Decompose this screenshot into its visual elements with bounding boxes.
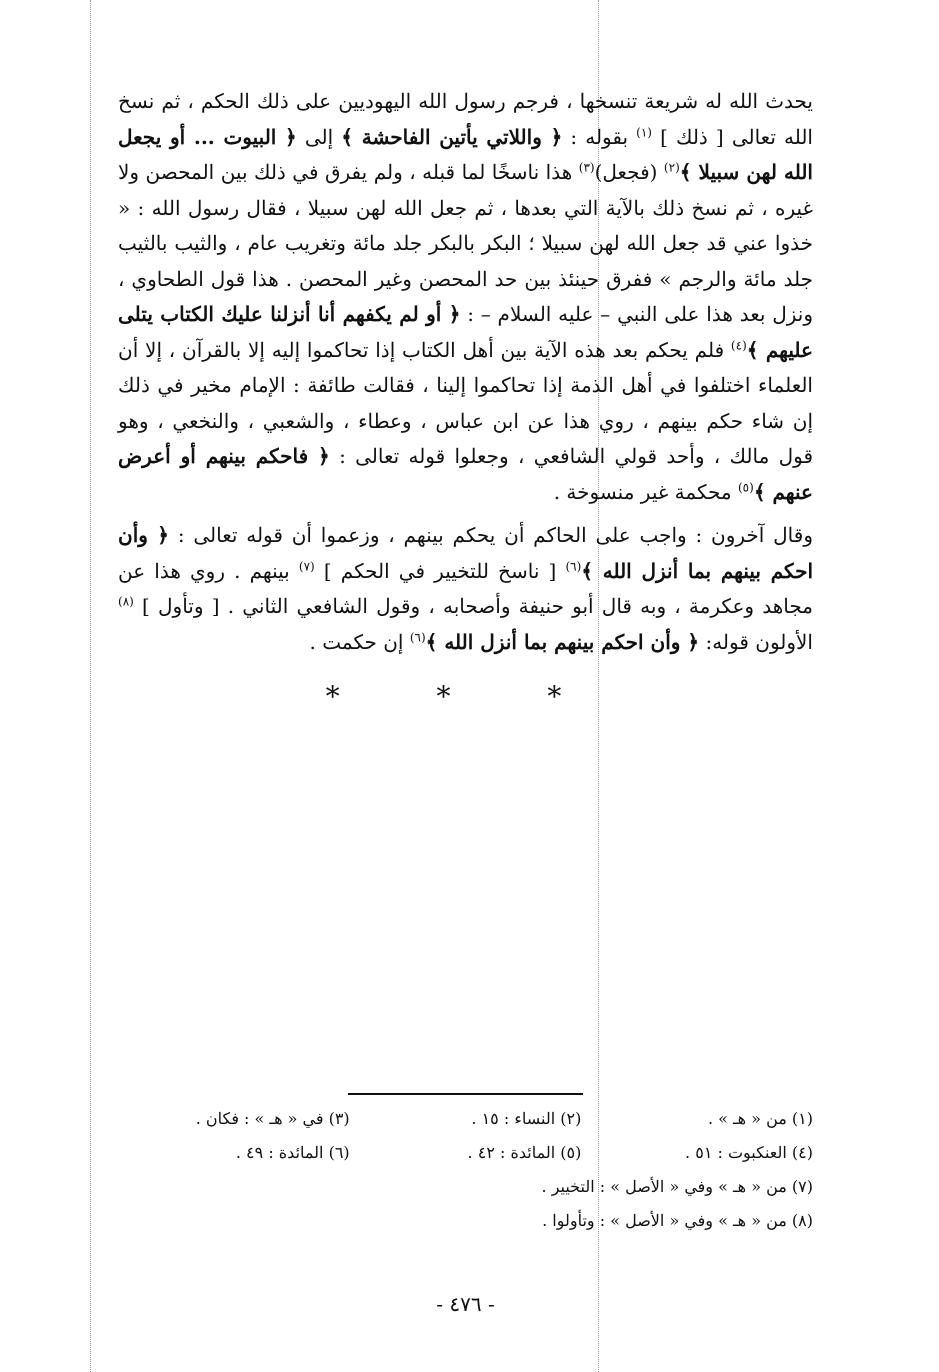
text-run: (فجعل) xyxy=(594,160,664,184)
footnote-ref-5: (٥) xyxy=(737,479,754,494)
text-run: فلم يحكم بعد هذه الآية بين أهل الكتاب إذا تحاكموا إليه إلا بالقرآن ، إلا أن العلماء اختلفوا في أهل الذمة إذا تحاكموا إلينا ، فقالت طائفة : الإمام مخير في ذلك إن شاء حكم بينهم ، روي هذا عن ابن عباس ، وعطاء ، والشعبي ، والنخعي ، وهو قول مالك ، وأحد قولي الشافعي ، وجعلوا قوله تعالى : xyxy=(118,337,814,468)
paragraph-2 xyxy=(118,518,813,660)
footnote-6: (٦) المائدة : ٤٩ . xyxy=(235,1143,350,1162)
quran-verse: ﴿ فاحكم بينهم أو أعرض عنهم ﴾ xyxy=(118,444,813,504)
text-run: الأولون قوله: xyxy=(699,629,813,654)
footnote-ref-2: (٢) xyxy=(663,160,680,175)
footnote-ref-6-repeat: (٦) xyxy=(409,629,426,644)
footnote-row xyxy=(118,1136,813,1170)
footnote-3: (٣) في « هـ » : فكان . xyxy=(195,1109,350,1128)
footnote-ref-8: (٨) xyxy=(118,594,134,609)
quran-verse: ﴿ البيوت ... أو يجعل الله لهن سبيلا ﴾ xyxy=(118,124,813,184)
fold-line-left xyxy=(90,0,91,1372)
footnote-4: (٤) العنكبوت : ٥١ . xyxy=(685,1143,813,1162)
footnote-2: (٢) النساء : ١٥ . xyxy=(471,1109,582,1128)
text-run: [ ناسخ للتخيير في الحكم ] xyxy=(314,558,566,583)
page-number: - ٤٧٦ - xyxy=(436,1292,495,1316)
text-run: وقال آخرون : واجب على الحاكم أن يحكم بينهم ، وزعموا أن قوله تعالى : xyxy=(169,523,813,547)
footnotes xyxy=(118,1102,813,1238)
footnote-ref-1: (١) xyxy=(636,124,652,139)
quran-verse: ﴿ وأن احكم بينهم بما أنزل الله ﴾ xyxy=(425,629,700,654)
footnote-ref-7: (٧) xyxy=(298,558,315,573)
quran-verse: ﴿ واللاتي يأتين الفاحشة ﴾ xyxy=(341,124,563,149)
text-run: هذا ناسخًا لما قبله ، ولم يفرق في ذلك بين المحصن ولا غيره ، ثم نسخ ذلك بالآية التي بعدها ، ثم جعل الله لهن سبيلا ، فقال رسول الله : « خذوا عني قد جعل الله لهن سبيلا ؛ البكر بالبكر جلد مائة وتغريب عام ، والثيب بالثيب جلد مائة والرجم » ففرق حينئذ بين حد المحصن وغير المحصن . هذا قول الطحاوي ، ونزل بعد هذا على النبي – عليه السلام – : xyxy=(118,160,813,326)
quran-verse: ﴿ أو لم يكفهم أنا أنزلنا عليك الكتاب يتلى عليهم ﴾ xyxy=(118,302,813,362)
text-run: إلى xyxy=(296,124,342,149)
book-page xyxy=(118,84,813,1364)
footnote-7: (٧) من « هـ » وفي « الأصل » : التخيير . xyxy=(541,1177,813,1196)
footnote-ref-6: (٦) xyxy=(565,558,582,573)
footnote-8: (٨) من « هـ » وفي « الأصل » : وتأولوا . xyxy=(542,1211,813,1230)
paragraph-1 xyxy=(118,84,813,510)
text-run: يحدث الله له شريعة تنسخها ، فرجم رسول الله اليهوديين على ذلك الحكم ، ثم نسخ الله تعالى [ ذلك ] xyxy=(118,89,813,149)
text-run: إن حكمت . xyxy=(309,629,410,654)
footnote-ref-3: (٣) xyxy=(578,160,595,175)
footnote-1: (١) من « هـ » . xyxy=(707,1109,813,1128)
text-run: محكمة غير منسوخة . xyxy=(553,479,738,504)
quran-verse: ﴿ وأن احكم بينهم بما أنزل الله ﴾ xyxy=(118,523,813,583)
footnote-row xyxy=(118,1102,813,1136)
text-run: بينهم . روي هذا عن مجاهد وعكرمة ، وبه قال أبو حنيفة وأصحابه ، وقول الشافعي الثاني . [ وتأول ] xyxy=(118,558,813,618)
section-separator: * * * xyxy=(325,680,606,713)
text-run: بقوله : xyxy=(562,124,637,149)
footnote-rule xyxy=(348,1093,583,1095)
footnote-5: (٥) المائدة : ٤٢ . xyxy=(467,1143,582,1162)
footnote-ref-4: (٤) xyxy=(730,337,747,352)
